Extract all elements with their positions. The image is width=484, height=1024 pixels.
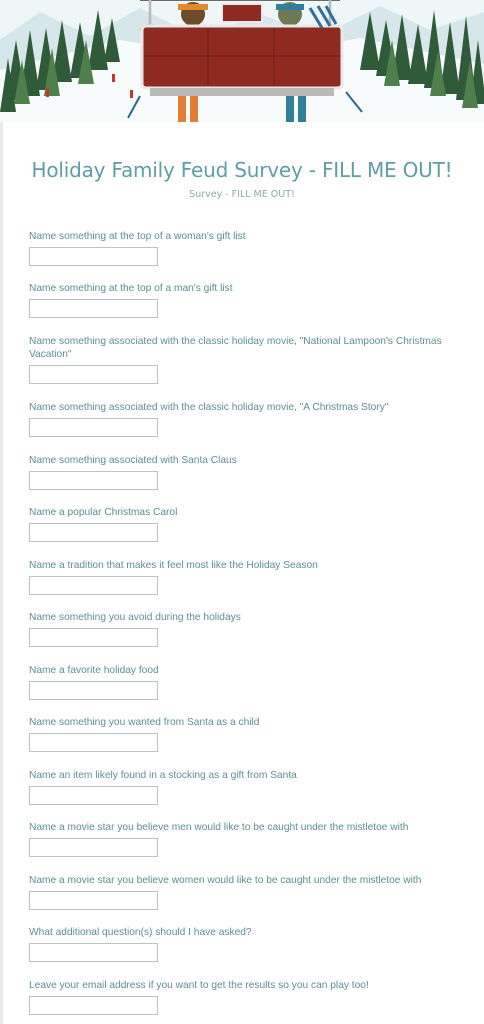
- question-label: Name a movie star you believe women would like to be caught under the mistletoe with: [29, 875, 422, 886]
- question-christmas-vacation: [29, 335, 459, 384]
- question-christmas-carol: [29, 506, 459, 542]
- header-banner: [0, 0, 484, 122]
- question-santa-claus: [29, 454, 459, 490]
- question-label: Name something associated with Santa Claus: [29, 455, 237, 466]
- answer-input-mistletoe-women[interactable]: [29, 891, 158, 910]
- question-label: Name something associated with the classic holiday movie, "A Christmas Story": [29, 402, 389, 413]
- question-label: Name something at the top of a woman's gift list: [29, 231, 246, 242]
- question-womans-gift: [29, 230, 459, 266]
- answer-input-holiday-food[interactable]: [29, 681, 158, 700]
- ski-lift-illustration: [0, 0, 484, 122]
- answer-input-christmas-story[interactable]: [29, 418, 158, 437]
- answer-input-tradition[interactable]: [29, 576, 158, 595]
- question-label: Name a popular Christmas Carol: [29, 507, 178, 518]
- question-holiday-food: [29, 664, 459, 700]
- question-santa-wish: [29, 716, 459, 752]
- form-title: Holiday Family Feud Survey - FILL ME OUT!: [31, 158, 453, 182]
- answer-input-christmas-carol[interactable]: [29, 523, 158, 542]
- question-email: [29, 979, 459, 1015]
- question-mistletoe-women: [29, 874, 459, 910]
- answer-input-christmas-vacation[interactable]: [29, 365, 158, 384]
- question-label: Leave your email address if you want to get the results so you can play too!: [29, 980, 369, 991]
- question-avoid: [29, 611, 459, 647]
- answer-input-mistletoe-men[interactable]: [29, 838, 158, 857]
- question-label: Name something you avoid during the holidays: [29, 612, 241, 623]
- question-label: Name a movie star you believe men would like to be caught under the mistletoe with: [29, 822, 409, 833]
- question-stocking: [29, 769, 459, 805]
- question-christmas-story: [29, 401, 459, 437]
- email-input[interactable]: [29, 996, 158, 1015]
- question-additional: [29, 926, 459, 962]
- question-mistletoe-men: [29, 821, 459, 857]
- question-label: Name something associated with the classic holiday movie, "National Lampoon's Christmas Vacation": [29, 336, 442, 360]
- question-label: Name an item likely found in a stocking as a gift from Santa: [29, 770, 297, 781]
- answer-input-avoid[interactable]: [29, 628, 158, 647]
- answer-input-stocking[interactable]: [29, 786, 158, 805]
- answer-input-mans-gift[interactable]: [29, 299, 158, 318]
- question-label: Name a tradition that makes it feel most like the Holiday Season: [29, 560, 318, 571]
- answer-input-womans-gift[interactable]: [29, 247, 158, 266]
- question-label: Name something at the top of a man's gift list: [29, 283, 233, 294]
- question-label: What additional question(s) should I have asked?: [29, 927, 252, 938]
- form-subtitle: Survey - FILL ME OUT!: [189, 189, 295, 200]
- question-label: Name something you wanted from Santa as a child: [29, 717, 260, 728]
- answer-input-additional[interactable]: [29, 943, 158, 962]
- question-tradition: [29, 559, 459, 595]
- question-label: Name a favorite holiday food: [29, 665, 159, 676]
- answer-input-santa-wish[interactable]: [29, 733, 158, 752]
- answer-input-santa-claus[interactable]: [29, 471, 158, 490]
- question-mans-gift: [29, 282, 459, 318]
